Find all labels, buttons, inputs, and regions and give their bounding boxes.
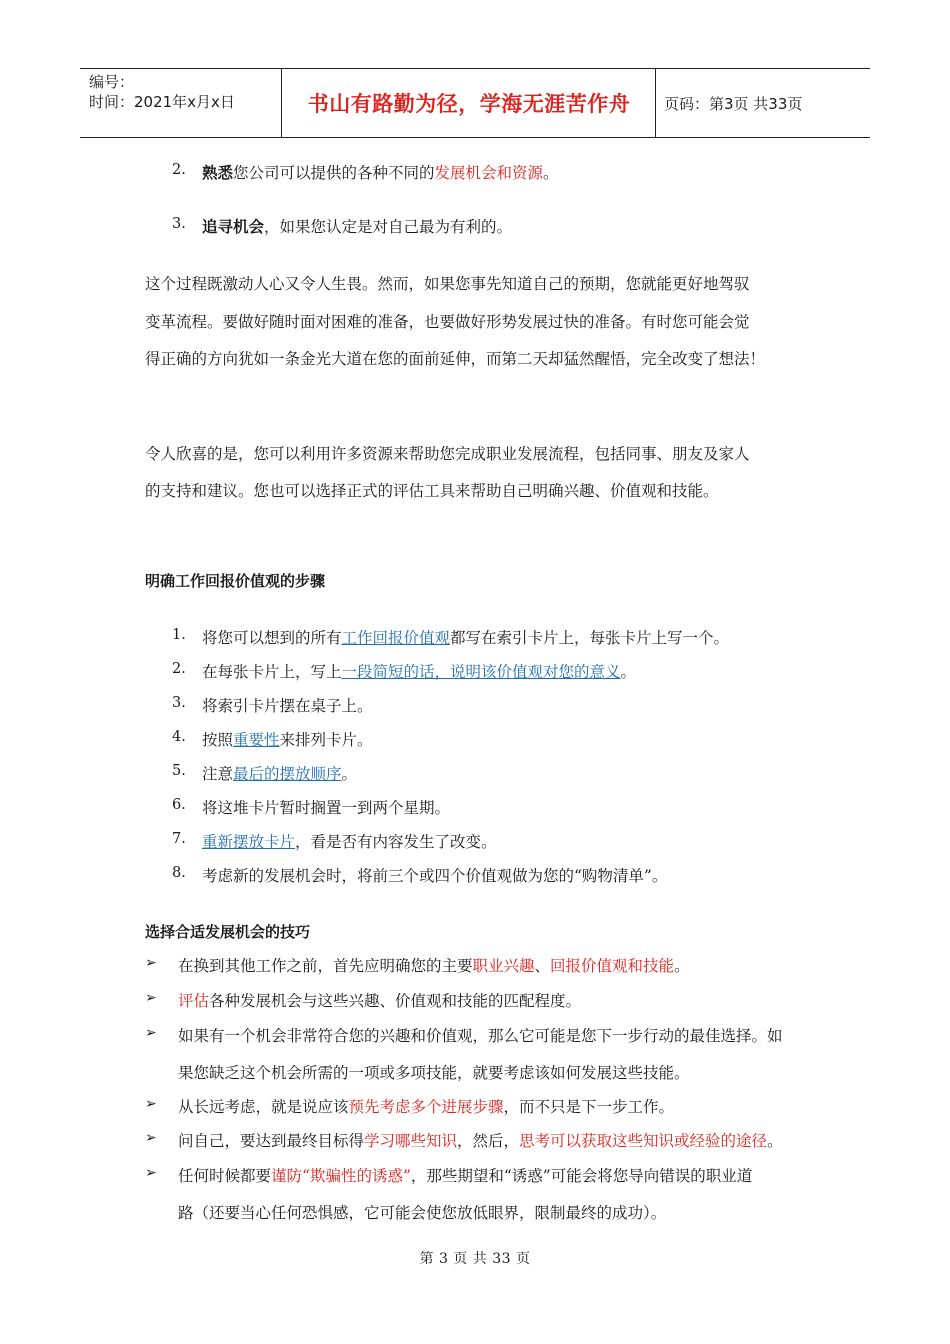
bold-term: 熟悉 (202, 164, 234, 182)
section-heading: 明确工作回报价值观的步骤 (145, 572, 326, 590)
paragraph-line: 变革流程。要做好随时面对困难的准备，也要做好形势发展过快的准备。有时您可能会觉 (145, 313, 750, 331)
paragraph-line: 这个过程既激动人心又令人生畏。然而，如果您事先知道自己的预期，您就能更好地驾驭 (145, 275, 750, 293)
header-page-info: 页码：第3页 共33页 (664, 95, 803, 113)
paragraph-line: 的支持和建议。您也可以选择正式的评估工具来帮助自己明确兴趣、价值观和技能。 (145, 482, 719, 500)
tip-item-continued: 果您缺乏这个机会所需的一项或多项技能，就要考虑该如何发展这些技能。 (178, 1064, 690, 1082)
list-number: 3. (172, 216, 186, 232)
step-number: 8. (172, 865, 186, 881)
tip-item: 评估各种发展机会与这些兴趣、价值观和技能的匹配程度。 (178, 992, 582, 1010)
arrow-bullet-icon: ➢ (145, 1025, 157, 1041)
step-link[interactable]: 最后的摆放顺序 (233, 765, 342, 783)
list-number: 2. (172, 162, 186, 178)
arrow-bullet-icon: ➢ (145, 1165, 157, 1181)
list-item: 追寻机会，如果您认定是对自己最为有利的。 (202, 218, 513, 236)
step-item: 将索引卡片摆在桌子上。 (202, 697, 373, 715)
step-number: 1. (172, 627, 186, 643)
step-item: 考虑新的发展机会时，将前三个或四个价值观做为您的“购物清单”。 (202, 867, 668, 885)
step-link[interactable]: 一段简短的话，说明该价值观对您的意义 (341, 663, 621, 681)
header-time: 时间：2021年x月x日 (89, 93, 235, 111)
header-meta (89, 72, 235, 112)
header-motto: 书山有路勤为径，学海无涯苦作舟 (307, 92, 631, 116)
step-number: 3. (172, 695, 186, 711)
step-number: 4. (172, 729, 186, 745)
tip-item: 从长远考虑，就是说应该预先考虑多个进展步骤，而不只是下一步工作。 (178, 1098, 675, 1116)
step-number: 7. (172, 831, 186, 847)
tip-item: 任何时候都要谨防“欺骗性的诱惑”，那些期望和“诱惑”可能会将您导向错误的职业道 (178, 1167, 753, 1185)
list-item: 熟悉您公司可以提供的各种不同的发展机会和资源。 (202, 164, 559, 182)
tip-item: 问自己，要达到最终目标得学习哪些知识，然后，思考可以获取这些知识或经验的途径。 (178, 1132, 783, 1150)
step-item: 重新摆放卡片，看是否有内容发生了改变。 (202, 833, 497, 851)
step-item: 将这堆卡片暂时搁置一到两个星期。 (202, 799, 451, 817)
header-number: 编号： (89, 73, 135, 91)
bold-term: 追寻机会 (202, 218, 265, 236)
page-header (80, 68, 870, 138)
highlight-text: 发展机会和资源 (434, 164, 544, 182)
step-number: 2. (172, 661, 186, 677)
tip-item: 如果有一个机会非常符合您的兴趣和价值观，那么它可能是您下一步行动的最佳选择。如 (178, 1027, 783, 1045)
paragraph-line: 令人欣喜的是，您可以利用许多资源来帮助您完成职业发展流程，包括同事、朋友及家人 (145, 445, 750, 463)
tip-item: 在换到其他工作之前，首先应明确您的主要职业兴趣、回报价值观和技能。 (178, 957, 690, 975)
arrow-bullet-icon: ➢ (145, 1130, 157, 1146)
step-link[interactable]: 重新摆放卡片 (202, 833, 296, 851)
step-link[interactable]: 重要性 (233, 731, 280, 749)
step-number: 6. (172, 797, 186, 813)
arrow-bullet-icon: ➢ (145, 1096, 157, 1112)
step-item: 将您可以想到的所有工作回报价值观都写在索引卡片上，每张卡片上写一个。 (202, 629, 730, 647)
page-footer: 第 3 页 共 33 页 (419, 1251, 531, 1267)
step-item: 按照重要性来排列卡片。 (202, 731, 373, 749)
step-item: 在每张卡片上，写上一段简短的话，说明该价值观对您的意义。 (202, 663, 637, 681)
arrow-bullet-icon: ➢ (145, 955, 157, 971)
step-link[interactable]: 工作回报价值观 (341, 629, 451, 647)
arrow-bullet-icon: ➢ (145, 990, 157, 1006)
step-item: 注意最后的摆放顺序。 (202, 765, 358, 783)
section-heading: 选择合适发展机会的技巧 (145, 923, 311, 941)
tip-item-continued: 路（还要当心任何恐惧感，它可能会使您放低眼界，限制最终的成功）。 (178, 1204, 667, 1222)
step-number: 5. (172, 763, 186, 779)
paragraph-line: 得正确的方向犹如一条金光大道在您的面前延伸，而第二天却猛然醒悟，完全改变了想法！ (145, 350, 766, 368)
